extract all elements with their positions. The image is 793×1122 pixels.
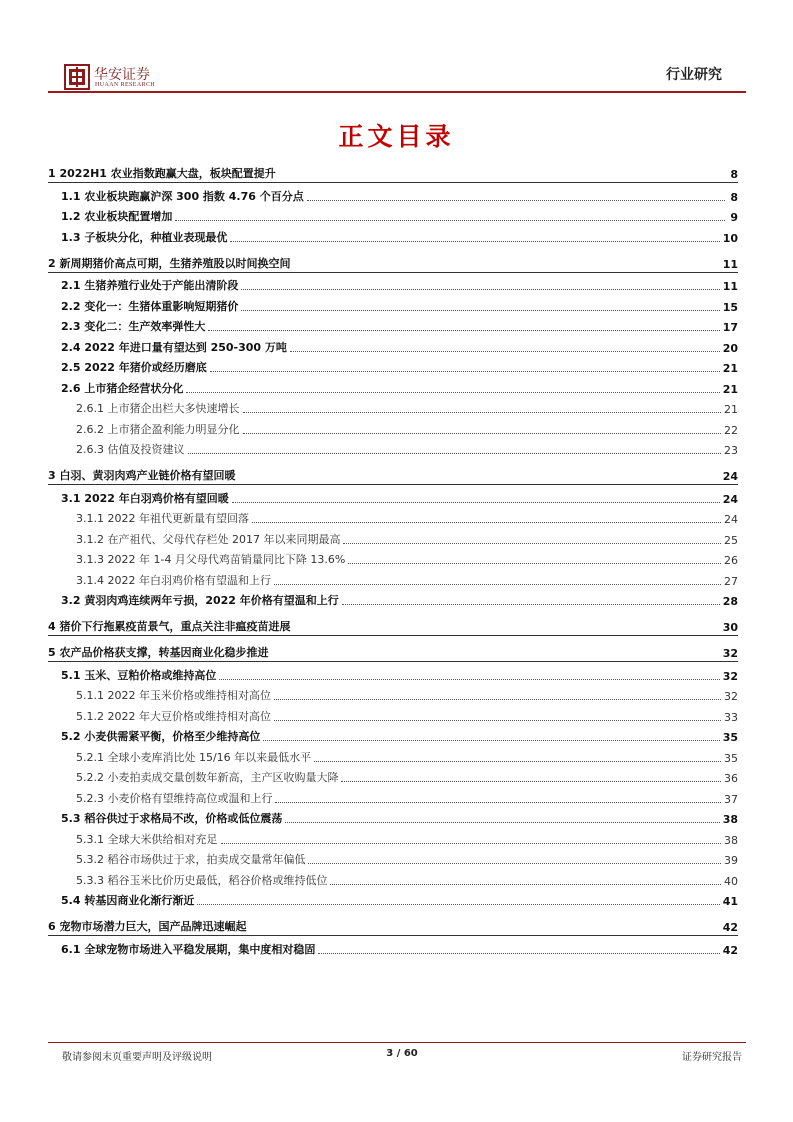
toc-leader-dots [290, 351, 720, 352]
toc-leader-dots [274, 720, 721, 721]
toc-entry[interactable] [48, 810, 738, 831]
toc-entry-page: 32 [724, 690, 738, 703]
toc-entry-page: 24 [722, 470, 738, 483]
toc-entry-page: 25 [724, 533, 738, 547]
toc-leader-dots [241, 310, 719, 311]
toc-entry-page: 38 [724, 833, 738, 847]
toc-entry-label: 1 2022H1 农业指数跑赢大盘，板块配置提升 [48, 167, 276, 180]
toc-entry[interactable] [48, 159, 738, 185]
toc-entry-page: 30 [722, 621, 738, 634]
toc-entry-page: 8 [730, 168, 738, 181]
toc-entry-label: 5.1 玉米、豆粕价格或维持高位 [61, 668, 217, 682]
toc-entry-page: 11 [722, 280, 738, 293]
toc-leader-dots [343, 543, 721, 544]
toc-entry-label: 3.2 黄羽肉鸡连续两年亏损，2022 年价格有望温和上行 [61, 594, 339, 607]
toc-entry-page: 35 [722, 731, 738, 744]
toc-entry[interactable] [48, 871, 738, 892]
toc-leader-dots [243, 433, 722, 434]
toc-entry-label: 5 农产品价格获支撑，转基因商业化稳步推进 [48, 646, 269, 659]
toc-leader-dots [219, 679, 719, 680]
toc-entry-label: 2 新周期猪价高点可期，生猪养殖股以时间换空间 [48, 256, 291, 270]
toc-entry[interactable] [48, 441, 738, 462]
page-header [48, 62, 746, 94]
toc-entry-label: 5.2 小麦供需紧平衡，价格至少维持高位 [61, 730, 261, 743]
toc-entry-page: 37 [724, 792, 738, 806]
toc-entry[interactable] [48, 687, 738, 708]
toc-entry-page: 23 [724, 444, 738, 457]
logo-chinese-name: 华安证券 [94, 67, 150, 83]
toc-entry-label: 2.6.2 上市猪企盈利能力明显分化 [76, 422, 240, 436]
page-number: 3 / 60 [386, 1048, 418, 1059]
toc-entry-label: 5.3.3 稻谷玉米比价历史最低，稻谷价格或维持低位 [76, 873, 328, 887]
toc-entry[interactable] [48, 851, 738, 872]
toc-entry-label: 5.3.1 全球大米供给相对充足 [76, 832, 218, 846]
toc-entry-label: 5.1.1 2022 年玉米价格或维持相对高位 [76, 689, 271, 702]
toc-leader-dots [348, 563, 721, 564]
logo-english-name: HUAAN RESEARCH [95, 82, 156, 88]
report-type-label: 行业研究 [666, 67, 722, 83]
toc-leader-dots [307, 200, 725, 201]
toc-entry-label: 5.3 稻谷供过于求格局不改，价格或低位震荡 [61, 812, 283, 825]
toc-entry-label: 5.1.2 2022 年大豆价格或维持相对高位 [76, 709, 271, 723]
toc-entry-page: 15 [722, 300, 738, 314]
toc-leader-dots [232, 502, 720, 503]
toc-entry-page: 24 [722, 492, 738, 506]
toc-entry[interactable] [48, 728, 738, 749]
toc-leader-dots [243, 412, 722, 413]
toc-entry-page: 20 [722, 341, 738, 355]
toc-entry-page: 42 [722, 943, 738, 957]
toc-entry[interactable] [48, 940, 738, 961]
toc-entry-page: 9 [730, 211, 738, 224]
toc-entry-page: 21 [722, 362, 738, 375]
toc-entry-label: 2.2 变化一：生猪体重影响短期猪价 [61, 299, 239, 313]
toc-entry-page: 8 [730, 190, 738, 204]
table-of-contents [48, 159, 738, 961]
toc-leader-dots [341, 781, 721, 782]
toc-entry[interactable] [48, 769, 738, 790]
toc-entry-page: 35 [724, 751, 738, 765]
toc-entry[interactable] [48, 228, 738, 249]
toc-entry[interactable] [48, 530, 738, 551]
toc-entry[interactable] [48, 551, 738, 572]
footer-report-label: 证券研究报告 [682, 1052, 742, 1063]
toc-entry-page: 22 [724, 423, 738, 437]
toc-entry-page: 28 [722, 595, 738, 608]
toc-entry[interactable] [48, 208, 738, 229]
footer-divider [48, 1042, 746, 1043]
toc-entry-page: 21 [722, 382, 738, 396]
toc-leader-dots [308, 863, 721, 864]
huaan-logo-mark-icon [64, 64, 90, 90]
toc-entry[interactable] [48, 461, 738, 487]
toc-entry[interactable] [48, 277, 738, 298]
toc-entry-page: 32 [722, 669, 738, 683]
toc-entry-label: 5.2.1 全球小麦库消比处 15/16 年以来最低水平 [76, 750, 312, 764]
toc-entry[interactable] [48, 612, 738, 638]
toc-entry-label: 4 猪价下行拖累疫苗景气，重点关注非瘟疫苗进展 [48, 620, 291, 633]
toc-entry[interactable] [48, 571, 738, 592]
page-title: 正文目录 [338, 122, 455, 151]
toc-entry[interactable] [48, 638, 738, 664]
toc-entry-page: 33 [724, 710, 738, 724]
toc-entry-label: 2.6.3 估值及投资建议 [76, 443, 185, 456]
toc-leader-dots [285, 822, 719, 823]
toc-entry-page: 27 [724, 574, 738, 588]
toc-entry-label: 3.1.1 2022 年祖代更新量有望回落 [76, 512, 249, 525]
toc-entry-page: 26 [724, 554, 738, 567]
toc-leader-dots [263, 740, 719, 741]
toc-entry-label: 1.1 农业板块跑赢沪深 300 指数 4.76 个百分点 [61, 189, 304, 203]
toc-entry-label: 3.1.3 2022 年 1-4 月父母代鸡苗销量同比下降 13.6% [76, 553, 346, 566]
toc-leader-dots [274, 584, 721, 585]
toc-leader-dots [208, 330, 719, 331]
toc-entry[interactable] [48, 510, 738, 531]
toc-entry[interactable] [48, 187, 738, 208]
toc-entry-label: 3.1 2022 年白羽鸡价格有望回暖 [61, 491, 229, 505]
toc-entry-page: 24 [724, 513, 738, 526]
toc-entry[interactable] [48, 318, 738, 339]
toc-entry-page: 38 [722, 813, 738, 826]
toc-leader-dots [274, 699, 721, 700]
toc-entry-page: 41 [722, 895, 738, 908]
toc-leader-dots [186, 392, 719, 393]
toc-entry-page: 40 [724, 874, 738, 888]
toc-leader-dots [241, 289, 719, 290]
toc-entry[interactable] [48, 249, 738, 275]
toc-entry-label: 2.6 上市猪企经营状分化 [61, 381, 184, 395]
toc-entry-label: 5.2.2 小麦拍卖成交量创数年新高，主产区收购量大降 [76, 771, 339, 784]
toc-entry-label: 2.4 2022 年进口量有望达到 250-300 万吨 [61, 340, 287, 354]
toc-entry[interactable] [48, 707, 738, 728]
header-divider [48, 91, 746, 93]
toc-leader-dots [188, 453, 722, 454]
toc-leader-dots [318, 953, 719, 954]
toc-entry[interactable] [48, 489, 738, 510]
toc-entry[interactable] [48, 666, 738, 687]
toc-leader-dots [197, 904, 719, 905]
toc-entry-label: 1.2 农业板块配置增加 [61, 210, 173, 223]
toc-entry-label: 3.1.4 2022 年白羽鸡价格有望温和上行 [76, 573, 271, 587]
toc-entry-page: 21 [724, 403, 738, 416]
toc-leader-dots [330, 884, 721, 885]
toc-entry-label: 3 白羽、黄羽肉鸡产业链价格有望回暖 [48, 469, 236, 482]
toc-entry[interactable] [48, 830, 738, 851]
toc-entry-label: 3.1.2 在产祖代、父母代存栏处 2017 年以来同期最高 [76, 532, 341, 546]
toc-entry-label: 6.1 全球宠物市场进入平稳发展期，集中度相对稳固 [61, 942, 316, 956]
toc-entry[interactable] [48, 748, 738, 769]
toc-entry-label: 5.2.3 小麦价格有望维持高位或温和上行 [76, 791, 273, 805]
toc-leader-dots [252, 522, 721, 523]
toc-leader-dots [230, 241, 719, 242]
footer-disclaimer: 敬请参阅末页重要声明及评级说明 [62, 1052, 212, 1063]
toc-entry[interactable] [48, 420, 738, 441]
toc-entry-page: 32 [722, 647, 738, 660]
toc-entry[interactable] [48, 892, 738, 913]
toc-leader-dots [175, 220, 725, 221]
toc-entry-label: 6 宠物市场潜力巨大，国产品牌迅速崛起 [48, 920, 247, 933]
toc-leader-dots [275, 802, 721, 803]
toc-entry[interactable] [48, 912, 738, 938]
toc-entry-label: 2.5 2022 年猪价或经历磨底 [61, 361, 207, 374]
toc-entry-page: 36 [724, 772, 738, 785]
toc-entry-page: 39 [724, 854, 738, 867]
toc-entry-label: 5.3.2 稻谷市场供过于求，拍卖成交量常年偏低 [76, 853, 306, 866]
toc-entry[interactable] [48, 592, 738, 613]
toc-entry-label: 2.3 变化二：生产效率弹性大 [61, 320, 206, 333]
toc-entry-page: 10 [722, 231, 738, 245]
toc-entry-label: 5.4 转基因商业化渐行渐近 [61, 894, 195, 907]
toc-leader-dots [342, 604, 720, 605]
toc-entry-label: 2.1 生猪养殖行业处于产能出清阶段 [61, 279, 239, 292]
toc-entry-page: 42 [722, 921, 738, 934]
toc-entry[interactable] [48, 297, 738, 318]
toc-entry[interactable] [48, 379, 738, 400]
toc-entry[interactable] [48, 338, 738, 359]
toc-leader-dots [314, 761, 721, 762]
toc-entry[interactable] [48, 359, 738, 380]
toc-leader-dots [221, 843, 722, 844]
toc-entry[interactable] [48, 400, 738, 421]
toc-leader-dots [210, 371, 720, 372]
toc-entry-page: 11 [722, 257, 738, 271]
toc-entry-page: 17 [722, 321, 738, 334]
toc-entry-label: 2.6.1 上市猪企出栏大多快速增长 [76, 402, 240, 415]
toc-entry[interactable] [48, 789, 738, 810]
toc-entry-label: 1.3 子板块分化，种植业表现最优 [61, 230, 228, 244]
